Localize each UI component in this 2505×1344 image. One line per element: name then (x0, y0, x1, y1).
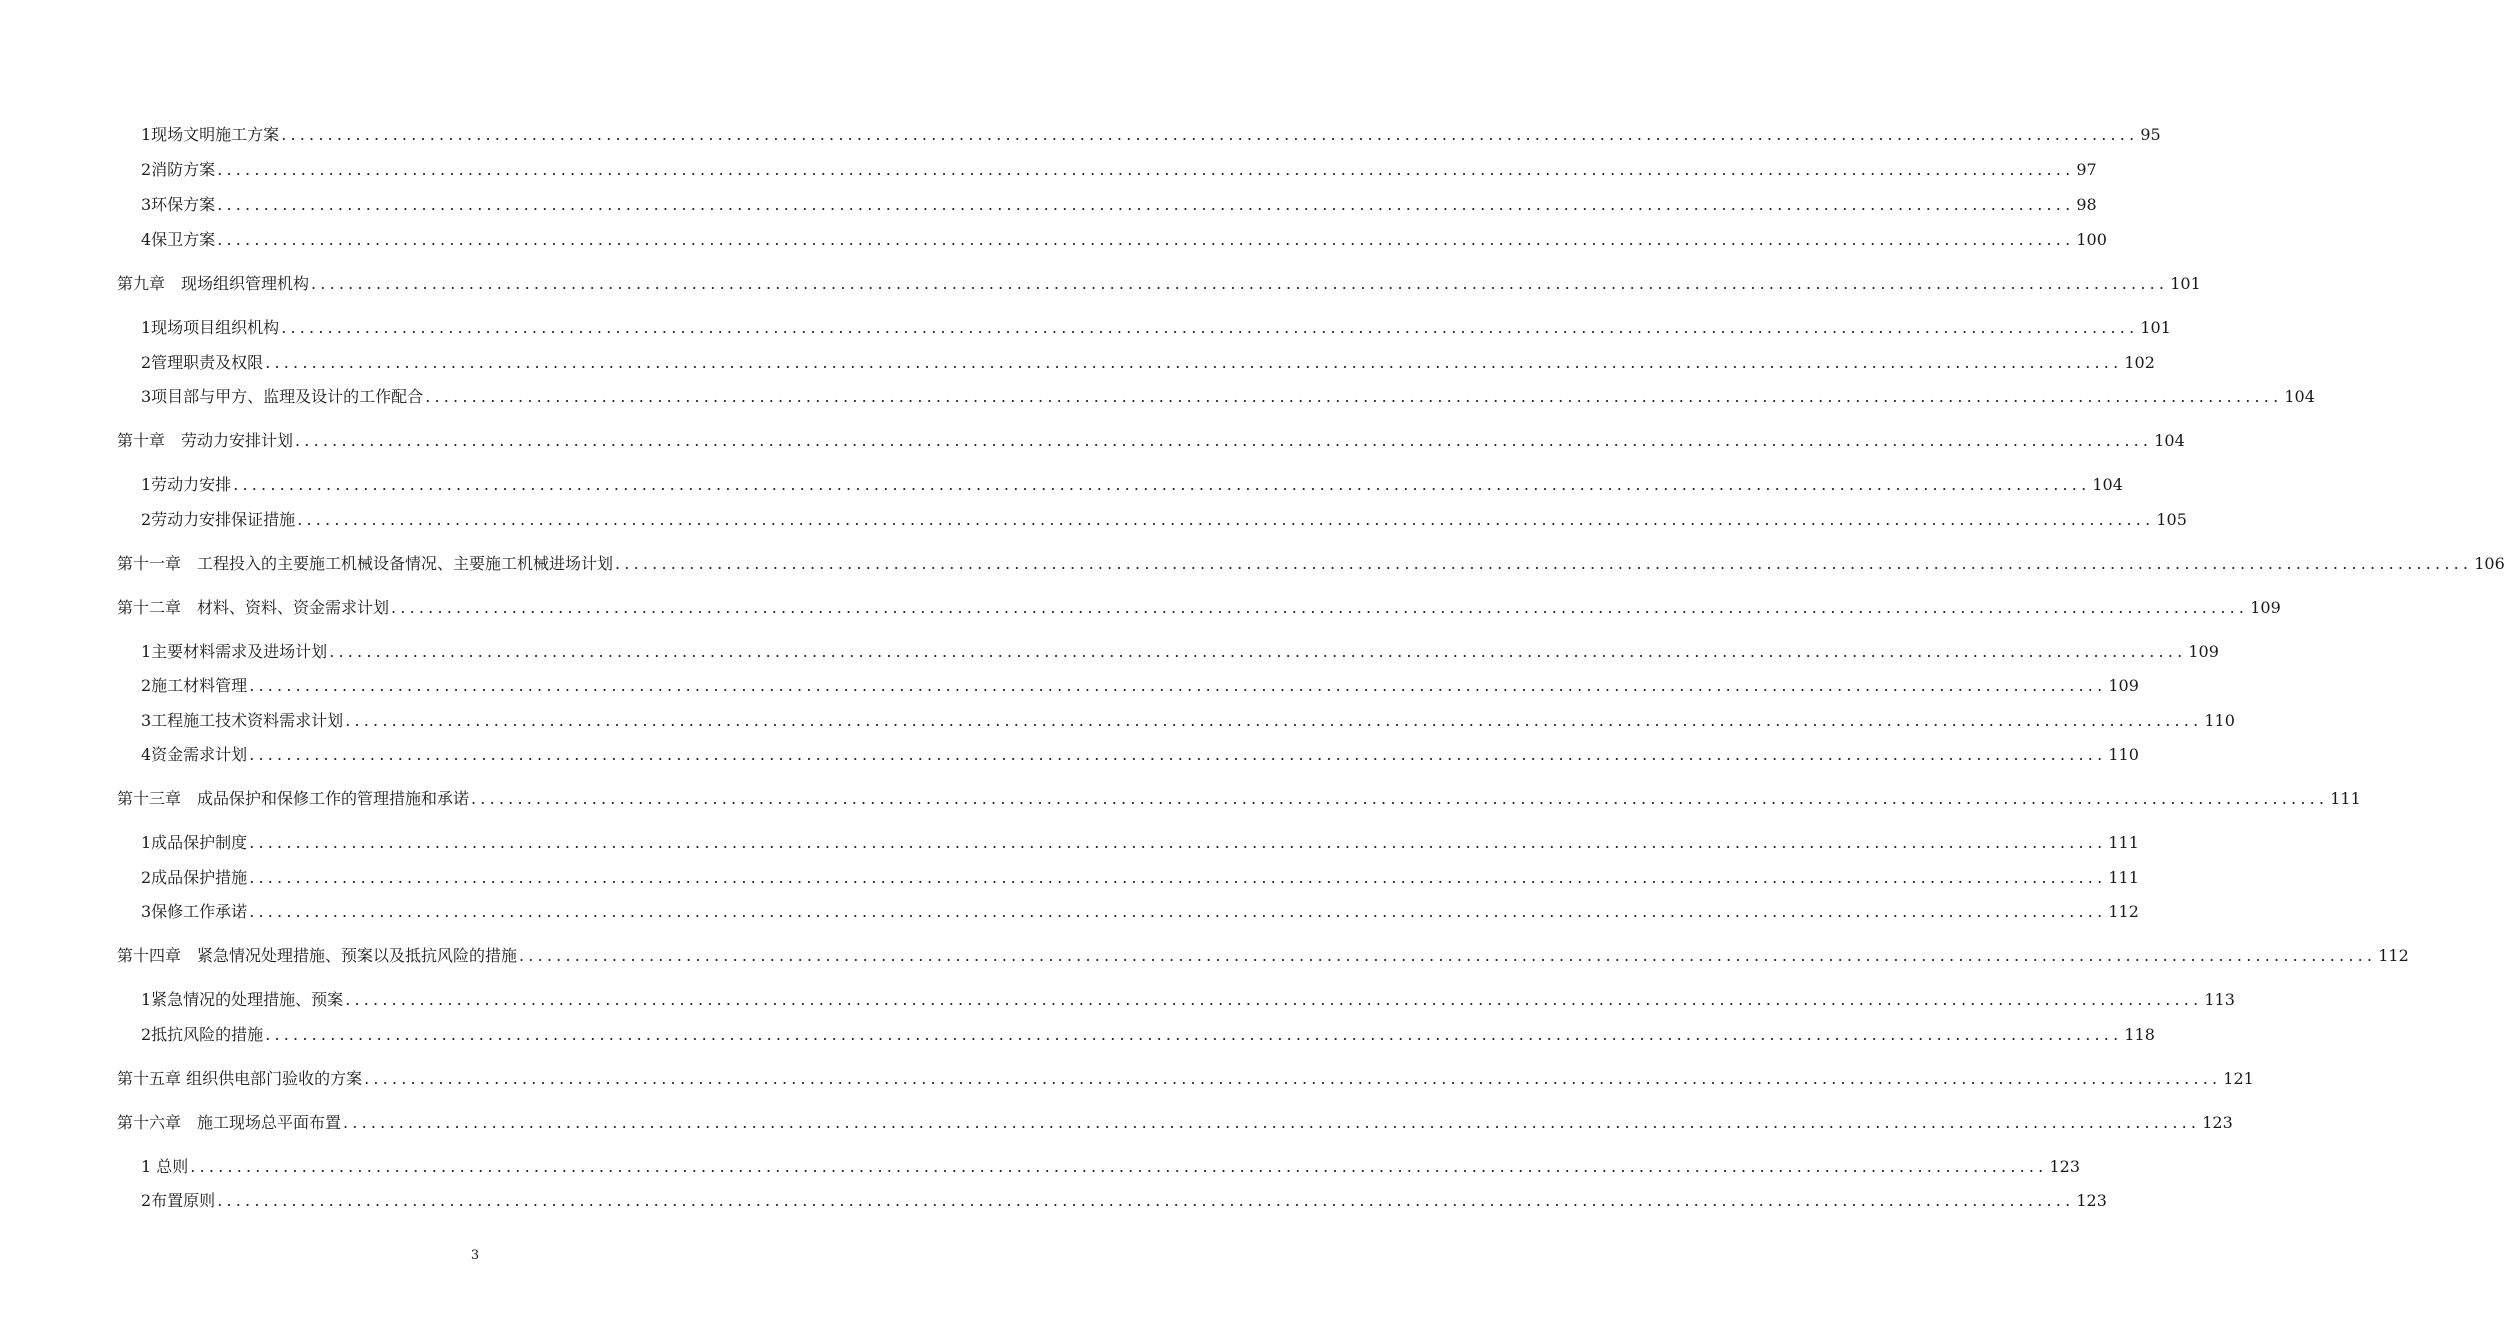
toc-section-entry[interactable] (141, 1153, 2081, 1181)
toc-section-entry[interactable] (141, 506, 2187, 534)
toc-entry-page: 104 (2092, 475, 2123, 494)
toc-entry-page: 109 (2108, 676, 2139, 695)
toc-dot-leader: ........................................................................................................................................................................................................ (345, 711, 2203, 730)
toc-dot-leader: ........................................................................................................................................................................................................ (249, 745, 2107, 764)
toc-entry-title: 3工程施工技术资料需求计划 (141, 711, 344, 730)
toc-entry-page: 102 (2124, 353, 2155, 372)
toc-entry-title: 4资金需求计划 (141, 745, 248, 764)
toc-section-entry[interactable] (141, 864, 2139, 892)
toc-dot-leader: ........................................................................................................................................................................................................ (249, 676, 2107, 695)
toc-entry-title: 第十五章 组织供电部门验收的方案 (117, 1069, 363, 1088)
toc-entry-page: 104 (2284, 387, 2315, 406)
toc-entry-page: 100 (2076, 230, 2107, 249)
toc-entry-title: 1紧急情况的处理措施、预案 (141, 990, 344, 1009)
toc-entry-page: 123 (2049, 1157, 2081, 1176)
toc-entry-title: 第十三章 成品保护和保修工作的管理措施和承诺 (117, 789, 470, 808)
toc-section-entry[interactable] (141, 707, 2235, 735)
toc-section-entry[interactable] (141, 1187, 2107, 1215)
toc-chapter-entry[interactable] (117, 594, 2281, 622)
toc-entry-page: 111 (2108, 868, 2139, 887)
toc-entry-title: 1现场文明施工方案 (141, 125, 280, 144)
toc-entry-page: 110 (2108, 745, 2139, 764)
toc-entry-title: 3保修工作承诺 (141, 902, 248, 921)
toc-chapter-entry[interactable] (117, 270, 2201, 298)
toc-section-entry[interactable] (141, 986, 2235, 1014)
toc-dot-leader: ........................................................................................................................................................................................................ (364, 1069, 2222, 1088)
toc-dot-leader: ........................................................................................................................................................................................................ (343, 1113, 2201, 1132)
toc-chapter-entry[interactable] (117, 942, 2409, 970)
toc-entry-page: 112 (2378, 946, 2409, 965)
toc-entry-title: 2劳动力安排保证措施 (141, 510, 296, 529)
toc-entry-page: 105 (2156, 510, 2187, 529)
toc-section-entry[interactable] (141, 741, 2139, 769)
toc-entry-page: 101 (2140, 318, 2171, 337)
toc-dot-leader: ........................................................................................................................................................................................................ (281, 125, 2139, 144)
toc-entry-page: 109 (2188, 642, 2219, 661)
toc-entry-title: 第九章 现场组织管理机构 (117, 274, 310, 293)
toc-section-entry[interactable] (141, 226, 2107, 254)
toc-dot-leader: ........................................................................................................................................................................................................ (329, 642, 2187, 661)
toc-entry-page: 121 (2223, 1069, 2254, 1088)
toc-dot-leader: ........................................................................................................................................................................................................ (249, 868, 2107, 887)
toc-entry-title: 1现场项目组织机构 (141, 318, 280, 337)
toc-dot-leader: ........................................................................................................................................................................................................ (265, 353, 2123, 372)
toc-dot-leader: ........................................................................................................................................................................................................ (615, 554, 2473, 573)
toc-section-entry[interactable] (141, 471, 2123, 499)
toc-entry-page: 109 (2250, 598, 2281, 617)
toc-entry-page: 123 (2202, 1113, 2233, 1132)
toc-entry-page: 111 (2330, 789, 2361, 808)
toc-section-entry[interactable] (141, 672, 2139, 700)
toc-entry-title: 2管理职责及权限 (141, 353, 264, 372)
toc-chapter-entry[interactable] (117, 1109, 2233, 1137)
toc-entry-page: 97 (2076, 160, 2097, 179)
toc-chapter-entry[interactable] (117, 427, 2185, 455)
toc-dot-leader: ........................................................................................................................................................................................................ (295, 431, 2153, 450)
toc-entry-title: 3环保方案 (141, 195, 216, 214)
toc-entry-title: 1 总则 (141, 1157, 189, 1176)
toc-entry-page: 104 (2154, 431, 2185, 450)
toc-section-entry[interactable] (141, 314, 2171, 342)
toc-dot-leader: ........................................................................................................................................................................................................ (217, 195, 2075, 214)
toc-entry-title: 2布置原则 (141, 1191, 216, 1210)
toc-section-entry[interactable] (141, 349, 2155, 377)
toc-dot-leader: ........................................................................................................................................................................................................ (311, 274, 2169, 293)
toc-dot-leader: ........................................................................................................................................................................................................ (233, 475, 2091, 494)
toc-section-entry[interactable] (141, 121, 2161, 149)
toc-entry-page: 113 (2204, 990, 2235, 1009)
toc-entry-title: 1主要材料需求及进场计划 (141, 642, 328, 661)
toc-dot-leader: ........................................................................................................................................................................................................ (297, 510, 2155, 529)
toc-entry-page: 110 (2204, 711, 2235, 730)
toc-entry-page: 95 (2140, 125, 2161, 144)
toc-entry-title: 2成品保护措施 (141, 868, 248, 887)
toc-entry-page: 98 (2076, 195, 2097, 214)
toc-dot-leader: ........................................................................................................................................................................................................ (217, 230, 2075, 249)
toc-section-entry[interactable] (141, 1021, 2155, 1049)
toc-entry-title: 2消防方案 (141, 160, 216, 179)
toc-dot-leader: ........................................................................................................................................................................................................ (345, 990, 2203, 1009)
toc-entry-title: 2施工材料管理 (141, 676, 248, 695)
toc-dot-leader: ........................................................................................................................................................................................................ (249, 902, 2107, 921)
page-number: 3 (470, 1248, 480, 1263)
toc-dot-leader: ........................................................................................................................................................................................................ (471, 789, 2329, 808)
toc-dot-leader: ........................................................................................................................................................................................................ (391, 598, 2249, 617)
toc-entry-title: 1成品保护制度 (141, 833, 248, 852)
toc-section-entry[interactable] (141, 638, 2219, 666)
toc-entry-page: 111 (2108, 833, 2139, 852)
toc-entry-title: 1劳动力安排 (141, 475, 232, 494)
toc-entry-page: 106 (2474, 554, 2505, 573)
toc-entry-title: 3项目部与甲方、监理及设计的工作配合 (141, 387, 424, 406)
toc-dot-leader: ........................................................................................................................................................................................................ (519, 946, 2377, 965)
toc-dot-leader: ........................................................................................................................................................................................................ (217, 160, 2075, 179)
toc-entry-page: 118 (2124, 1025, 2155, 1044)
toc-chapter-entry[interactable] (117, 785, 2361, 813)
toc-entry-page: 101 (2170, 274, 2201, 293)
toc-entry-title: 4保卫方案 (141, 230, 216, 249)
toc-entry-page: 123 (2076, 1191, 2107, 1210)
toc-dot-leader: ........................................................................................................................................................................................................ (425, 387, 2283, 406)
toc-dot-leader: ........................................................................................................................................................................................................ (265, 1025, 2123, 1044)
toc-entry-title: 第十六章 施工现场总平面布置 (117, 1113, 342, 1132)
toc-section-entry[interactable] (141, 383, 2315, 411)
toc-entry-title: 第十四章 紧急情况处理措施、预案以及抵抗风险的措施 (117, 946, 518, 965)
toc-dot-leader: ........................................................................................................................................................................................................ (190, 1157, 2048, 1176)
toc-dot-leader: ........................................................................................................................................................................................................ (249, 833, 2107, 852)
toc-chapter-entry[interactable] (117, 1065, 2254, 1093)
toc-dot-leader: ........................................................................................................................................................................................................ (217, 1191, 2075, 1210)
toc-section-entry[interactable] (141, 898, 2139, 926)
toc-entry-title: 第十一章 工程投入的主要施工机械设备情况、主要施工机械进场计划 (117, 554, 614, 573)
toc-dot-leader: ........................................................................................................................................................................................................ (281, 318, 2139, 337)
toc-entry-title: 第十二章 材料、资料、资金需求计划 (117, 598, 390, 617)
toc-chapter-entry[interactable] (117, 550, 2505, 578)
toc-entry-title: 第十章 劳动力安排计划 (117, 431, 294, 450)
toc-section-entry[interactable] (141, 191, 2097, 219)
toc-entry-title: 2抵抗风险的措施 (141, 1025, 264, 1044)
toc-section-entry[interactable] (141, 829, 2139, 857)
toc-entry-page: 112 (2108, 902, 2139, 921)
toc-section-entry[interactable] (141, 156, 2097, 184)
